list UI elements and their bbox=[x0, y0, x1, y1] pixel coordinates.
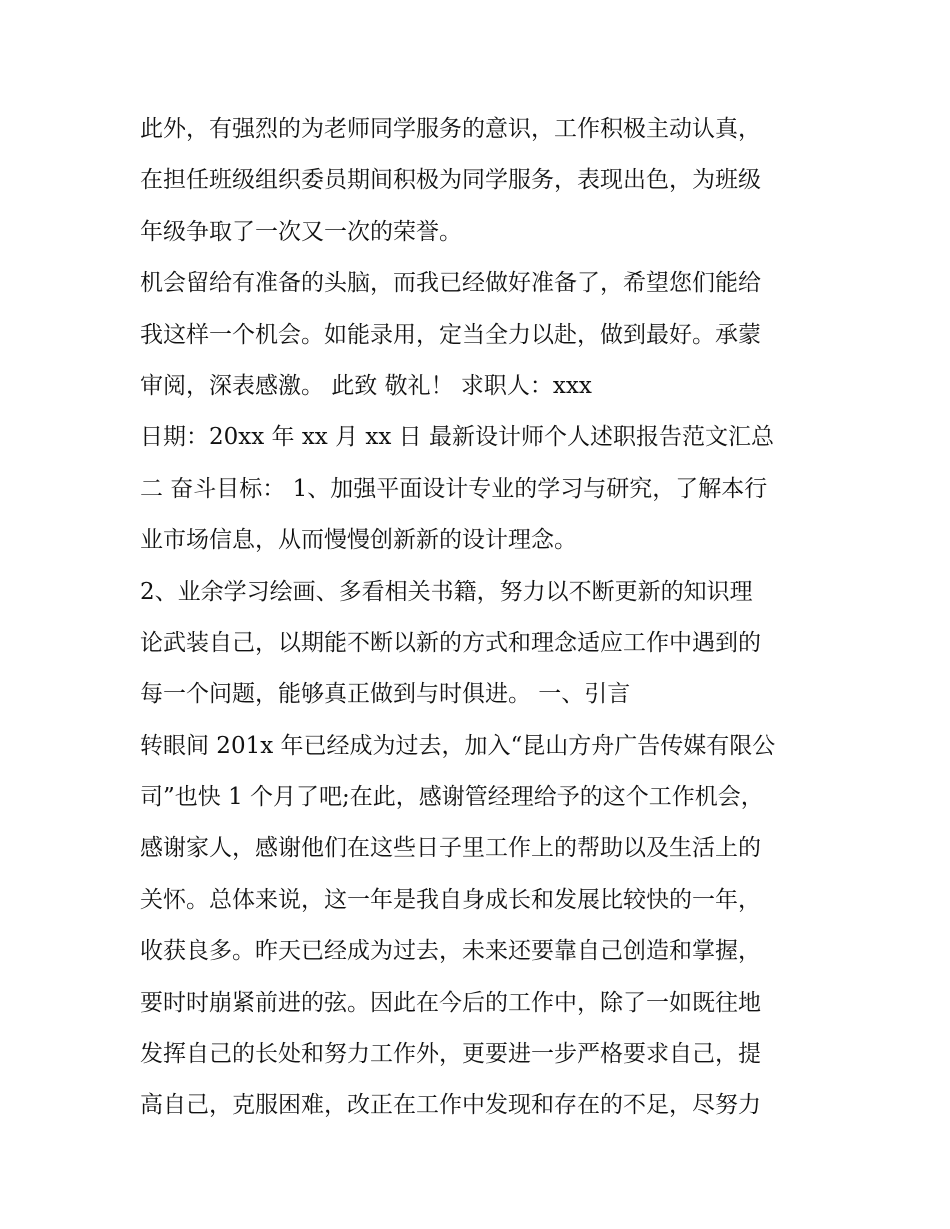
text-line: 日期：20xx 年 xx 月 xx 日 最新设计师个人述职报告范文汇总 bbox=[140, 424, 774, 451]
document-body bbox=[140, 104, 820, 1132]
text-line: 审阅，深表感激。 此致 敬礼！ 求职人：xxx bbox=[140, 372, 592, 399]
text-line: 司”也快 1 个月了吧;在此，感谢管经理给予的这个工作机会， bbox=[140, 784, 764, 811]
text-line: 感谢家人，感谢他们在这些日子里工作上的帮助以及生活上的 bbox=[140, 835, 761, 862]
text-line: 发挥自己的长处和努力工作外，更要进一步严格要求自己，提 bbox=[140, 1041, 761, 1068]
text-line: 关怀。总体来说，这一年是我自身成长和发展比较快的一年， bbox=[140, 886, 761, 913]
text-line: 高自己，克服困难，改正在工作中发现和存在的不足，尽努力 bbox=[140, 1092, 761, 1119]
text-line: 在担任班级组织委员期间积极为同学服务，表现出色，为班级 bbox=[140, 167, 761, 194]
text-line: 2、业余学习绘画、多看相关书籍，努力以不断更新的知识理 bbox=[140, 578, 753, 605]
text-line: 转眼间 201x 年已经成为过去，加入“昆山方舟广告传媒有限公 bbox=[140, 732, 776, 759]
text-line: 机会留给有准备的头脑，而我已经做好准备了，希望您们能给 bbox=[140, 270, 761, 297]
text-line: 论武装自己，以期能不断以新的方式和理念适应工作中遇到的 bbox=[140, 629, 761, 656]
text-line: 每一个问题，能够真正做到与时俱进。 一、引言 bbox=[140, 681, 631, 708]
text-line: 收获良多。昨天已经成为过去，未来还要靠自己创造和掌握， bbox=[140, 938, 761, 965]
text-line: 业市场信息，从而慢慢创新新的设计理念。 bbox=[140, 527, 577, 554]
text-line: 此外，有强烈的为老师同学服务的意识，工作积极主动认真， bbox=[140, 116, 761, 142]
text-line: 我这样一个机会。如能录用，定当全力以赴，做到最好。承蒙 bbox=[140, 321, 761, 348]
text-line: 年级争取了一次又一次的荣誉。 bbox=[140, 218, 462, 245]
text-line: 要时时崩紧前进的弦。因此在今后的工作中，除了一如既往地 bbox=[140, 989, 761, 1016]
text-line: 二 奋斗目标： 1、加强平面设计专业的学习与研究，了解本行 bbox=[140, 475, 768, 502]
